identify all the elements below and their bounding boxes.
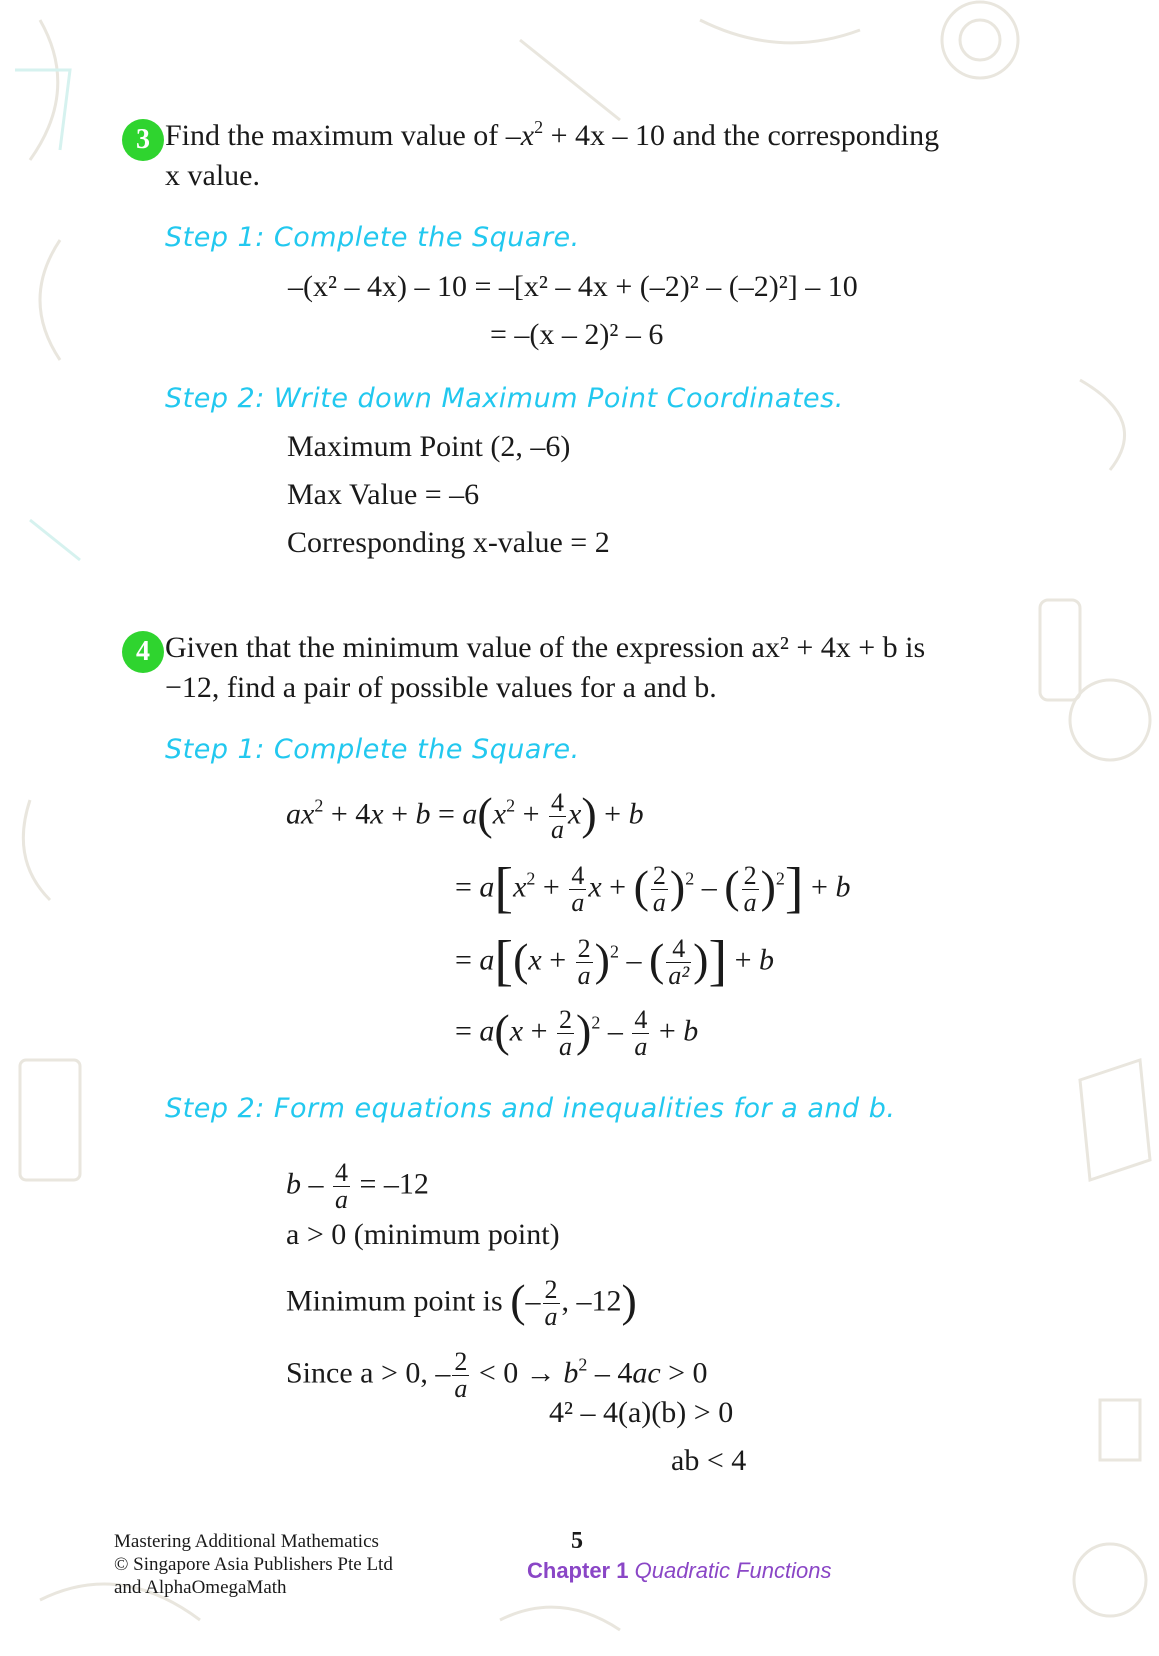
equation-b-minus-4-over-a: b – $\frac{4}{a}$ = –12 [286, 1158, 429, 1214]
inequality-line: 4² – 4(a)(b) > 0 [549, 1396, 734, 1429]
equation-line: –(x² – 4x) – 10 = –[x² – 4x + (–2)² – (–2)²] – 10 [288, 270, 858, 303]
step-heading: Step 1: Complete the Square. [165, 222, 580, 253]
inequality-line: ab < 4 [671, 1444, 747, 1477]
question-text: Given that the minimum value of the expression ax² + 4x + b is −12, find a pair of possible values for a and b. [165, 631, 926, 704]
step-heading: Step 2: Form equations and inequalities for a and b. [165, 1093, 896, 1124]
result-line: Maximum Point (2, –6) [287, 430, 571, 463]
step-heading: Step 2: Write down Maximum Point Coordinates. [165, 383, 844, 414]
page-number: 5 [571, 1528, 583, 1554]
derivation-line-4: = a(x + $\frac{2}{a}$ )$^2$ – $\frac{4}{a}$ + b [455, 1004, 699, 1061]
since-line: Since a > 0, – $\frac{2}{a}$ < $0 \to b^2 - 4ac > 0$ [286, 1347, 708, 1403]
question-number-badge: 4 [122, 631, 164, 673]
minimum-point-line: Minimum point is (– $\frac{2}{a}$ , –12) [286, 1274, 637, 1331]
condition-a-positive: a > 0 (minimum point) [286, 1218, 560, 1251]
question-number-badge: 3 [122, 119, 164, 161]
derivation-line-2: = $a[x^2$ + $\frac{4}{a}$ x + ( $\frac{2}{a}$ )$^2$ – ( $\frac{2}{a}$ )$^2$] + b [455, 856, 851, 919]
derivation-line-1: $ax^2 + 4x + b = a(x^2$ + $\frac{4}{a}$ x) + b [286, 787, 644, 844]
derivation-line-3: = a[(x + $\frac{2}{a}$ )$^2$ – ( $\frac{4}{\text{a²}}$ )] + b [455, 929, 775, 992]
result-line: Max Value = –6 [287, 478, 480, 511]
book-credit: Mastering Additional Mathematics © Singapore Asia Publishers Pte Ltd and AlphaOmegaMath [114, 1531, 393, 1598]
question-text: Find the maximum value of $-x^2 + 4x - 10$ and the corresponding x value. [165, 117, 940, 192]
equation-line: = –(x – 2)² – 6 [490, 318, 664, 351]
chapter-label: Chapter 1 Quadratic Functions [527, 1558, 832, 1583]
result-line: Corresponding x-value = 2 [287, 526, 610, 559]
step-heading: Step 1: Complete the Square. [165, 734, 580, 765]
